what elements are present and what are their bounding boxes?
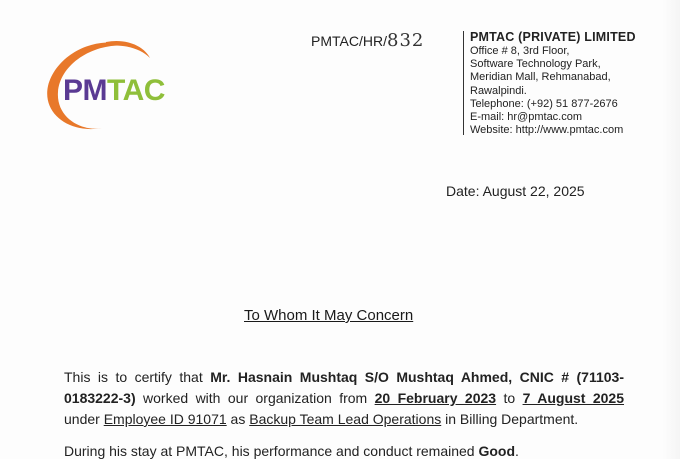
paragraph-line: under Employee ID 91071 as Backup Team Lead Operations in Billing Department.: [64, 411, 579, 427]
reference-number: 832: [387, 30, 425, 51]
reference-prefix: PMTAC/HR/: [311, 33, 387, 49]
company-logo: [42, 36, 187, 136]
employee-name: Mr. Hasnain Mushtaq S/O Mushtaq Ahmed, CNIC # (71103-: [210, 369, 625, 385]
job-title: Backup Team Lead Operations: [249, 411, 442, 427]
company-name: PMTAC (PRIVATE) LIMITED: [470, 30, 636, 44]
paragraph-line: This is to certify that Mr. Hasnain Mushtaq S/O Mushtaq Ahmed, CNIC # (71103-: [64, 369, 625, 385]
scan-edge-shadow: [662, 0, 680, 459]
company-telephone: Telephone: (+92) 51 877-2676: [470, 97, 618, 110]
company-address-block: [470, 30, 636, 137]
letter-date: Date: August 22, 2025: [446, 183, 585, 199]
letter-heading: To Whom It May Concern: [244, 307, 414, 324]
logo-wordmark: PMTAC: [63, 74, 165, 107]
certification-paragraph: [64, 367, 624, 430]
address-line: Rawalpindi.: [470, 84, 527, 97]
paragraph-line: 0183222-3) worked with our organization from 20 February 2023 to 7 August 2025: [64, 390, 625, 406]
end-date: 7 August 2025: [522, 390, 625, 406]
company-email: E-mail: hr@pmtac.com: [470, 111, 583, 124]
employee-cnic: 0183222-3): [64, 390, 136, 406]
address-line: Software Technology Park,: [470, 58, 601, 71]
employee-id: Employee ID 91071: [103, 411, 227, 427]
company-divider: [463, 31, 464, 135]
company-website: Website: http://www.pmtac.com: [470, 124, 624, 137]
start-date: 20 February 2023: [374, 390, 497, 406]
address-line: Office # 8, 3rd Floor,: [470, 45, 570, 57]
paragraph-line: During his stay at PMTAC, his performance and conduct remained Good.: [64, 443, 519, 459]
address-line: Meridian Mall, Rehmanabad,: [470, 71, 611, 84]
performance-rating: Good: [478, 443, 516, 459]
